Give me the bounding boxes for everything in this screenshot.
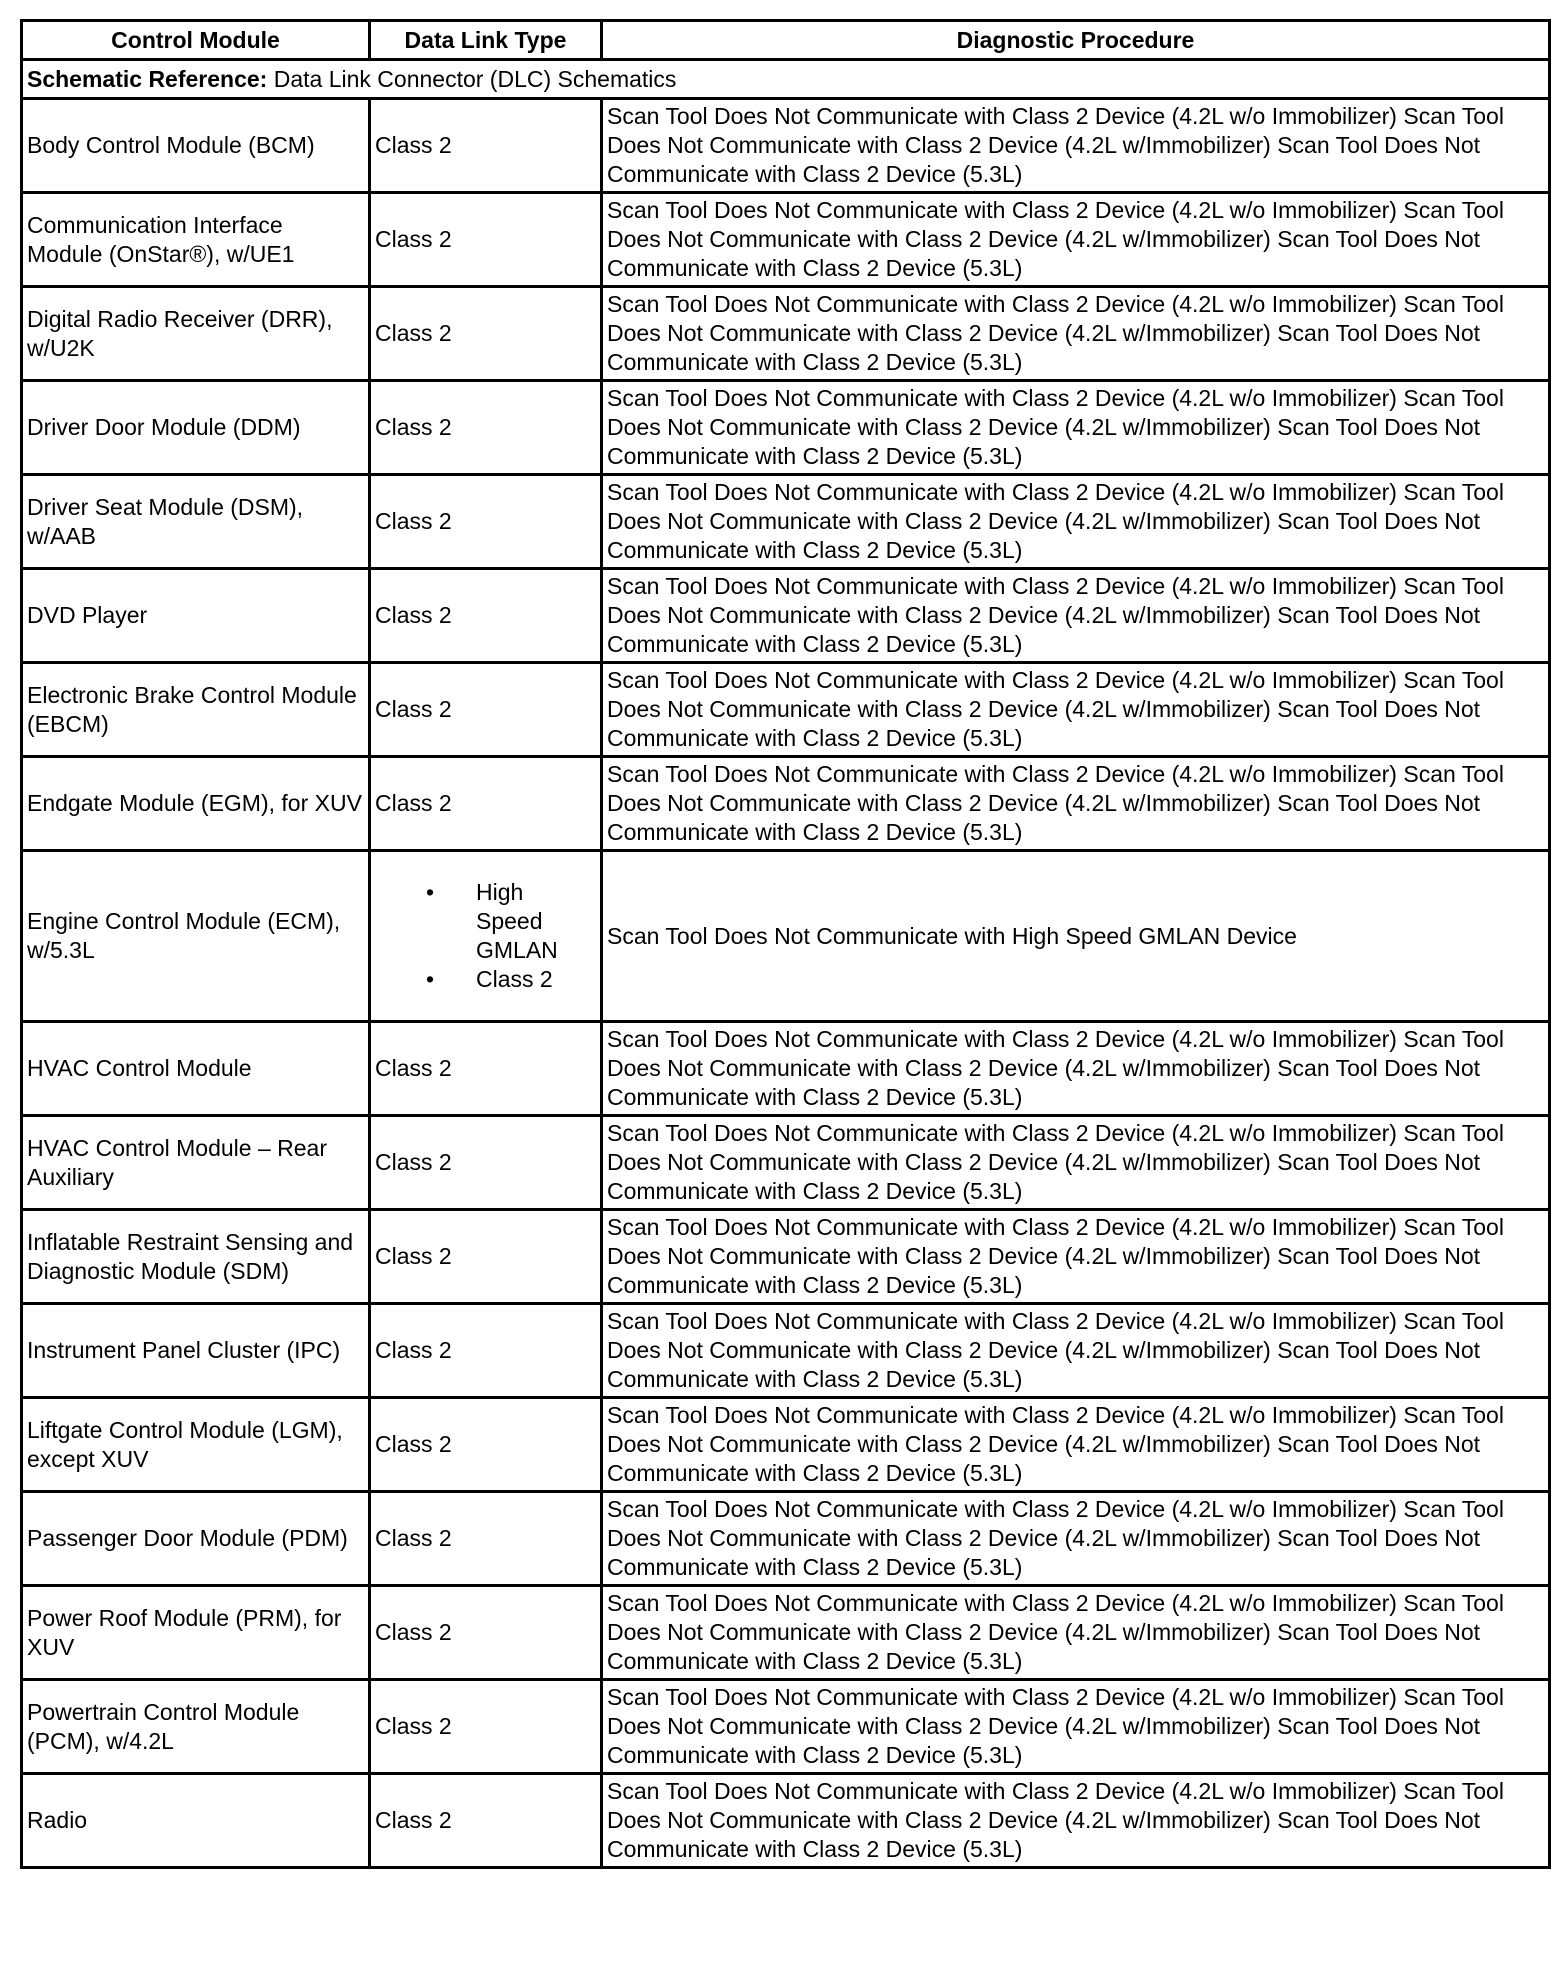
data-link-type-cell: Class 2: [370, 1304, 602, 1398]
control-module-cell: Instrument Panel Cluster (IPC): [22, 1304, 370, 1398]
data-link-type-cell: Class 2: [370, 569, 602, 663]
diagnostic-procedure-link[interactable]: Scan Tool Does Not Communicate with Class 2 Device (4.2L w/o Immobilizer) Scan Tool Does Not Communicate with Class 2 Device (4.2L w/Immobilizer) Scan Tool Does Not Communicate with Class 2 Device (5.3L): [602, 1492, 1550, 1586]
control-module-cell: Radio: [22, 1774, 370, 1868]
data-link-type-cell: Class 2: [370, 381, 602, 475]
schematic-reference-label: Schematic Reference:: [27, 65, 268, 92]
control-module-cell: Engine Control Module (ECM), w/5.3L: [22, 851, 370, 1022]
control-module-cell: Endgate Module (EGM), for XUV: [22, 757, 370, 851]
schematic-reference-row: [22, 60, 1550, 99]
diagnostic-procedure-link[interactable]: Scan Tool Does Not Communicate with Class 2 Device (4.2L w/o Immobilizer) Scan Tool Does Not Communicate with Class 2 Device (4.2L w/Immobilizer) Scan Tool Does Not Communicate with Class 2 Device (5.3L): [602, 99, 1550, 193]
data-link-type-cell: Class 2: [370, 663, 602, 757]
control-module-cell: Power Roof Module (PRM), for XUV: [22, 1586, 370, 1680]
data-link-type-cell: Class 2: [370, 1398, 602, 1492]
data-link-type-cell: [370, 851, 602, 1022]
control-module-cell: Passenger Door Module (PDM): [22, 1492, 370, 1586]
table-header-row: [22, 21, 1550, 60]
diagnostic-procedure-link[interactable]: Scan Tool Does Not Communicate with Class 2 Device (4.2L w/o Immobilizer) Scan Tool Does Not Communicate with Class 2 Device (4.2L w/Immobilizer) Scan Tool Does Not Communicate with Class 2 Device (5.3L): [602, 569, 1550, 663]
table-row: [22, 1022, 1550, 1116]
data-link-type-cell: Class 2: [370, 1680, 602, 1774]
table-row: [22, 475, 1550, 569]
control-module-cell: Inflatable Restraint Sensing and Diagnostic Module (SDM): [22, 1210, 370, 1304]
diagnostic-procedure-link[interactable]: Scan Tool Does Not Communicate with Class 2 Device (4.2L w/o Immobilizer) Scan Tool Does Not Communicate with Class 2 Device (4.2L w/Immobilizer) Scan Tool Does Not Communicate with Class 2 Device (5.3L): [602, 1022, 1550, 1116]
control-module-cell: DVD Player: [22, 569, 370, 663]
table-row: [22, 1774, 1550, 1868]
control-module-cell: Driver Seat Module (DSM), w/AAB: [22, 475, 370, 569]
data-link-type-cell: Class 2: [370, 1210, 602, 1304]
data-link-type-cell: Class 2: [370, 1022, 602, 1116]
diagnostic-procedure-link[interactable]: Scan Tool Does Not Communicate with Class 2 Device (4.2L w/o Immobilizer) Scan Tool Does Not Communicate with Class 2 Device (4.2L w/Immobilizer) Scan Tool Does Not Communicate with Class 2 Device (5.3L): [602, 193, 1550, 287]
control-module-cell: Digital Radio Receiver (DRR), w/U2K: [22, 287, 370, 381]
diagnostic-procedure-link[interactable]: Scan Tool Does Not Communicate with High Speed GMLAN Device: [602, 851, 1550, 1022]
data-link-type-cell: Class 2: [370, 475, 602, 569]
data-link-table: [20, 19, 1551, 1869]
data-link-type-cell: Class 2: [370, 1116, 602, 1210]
data-link-type-cell: Class 2: [370, 1774, 602, 1868]
table-row: [22, 1304, 1550, 1398]
table-row: [22, 1492, 1550, 1586]
data-link-type-cell: Class 2: [370, 1492, 602, 1586]
diagnostic-procedure-link[interactable]: Scan Tool Does Not Communicate with Class 2 Device (4.2L w/o Immobilizer) Scan Tool Does Not Communicate with Class 2 Device (4.2L w/Immobilizer) Scan Tool Does Not Communicate with Class 2 Device (5.3L): [602, 287, 1550, 381]
schematic-reference-link[interactable]: Data Link Connector (DLC) Schematics: [267, 65, 677, 92]
header-data-link-type: Data Link Type: [370, 21, 602, 60]
control-module-cell: Body Control Module (BCM): [22, 99, 370, 193]
diagnostic-procedure-link[interactable]: Scan Tool Does Not Communicate with Class 2 Device (4.2L w/o Immobilizer) Scan Tool Does Not Communicate with Class 2 Device (4.2L w/Immobilizer) Scan Tool Does Not Communicate with Class 2 Device (5.3L): [602, 757, 1550, 851]
table-row: [22, 757, 1550, 851]
table-row: [22, 1398, 1550, 1492]
control-module-cell: Communication Interface Module (OnStar®), w/UE1: [22, 193, 370, 287]
schematic-reference-cell: [22, 60, 1550, 99]
table-row: [22, 851, 1550, 1022]
table-row: [22, 1586, 1550, 1680]
table-row: [22, 1210, 1550, 1304]
diagnostic-procedure-link[interactable]: Scan Tool Does Not Communicate with Class 2 Device (4.2L w/o Immobilizer) Scan Tool Does Not Communicate with Class 2 Device (4.2L w/Immobilizer) Scan Tool Does Not Communicate with Class 2 Device (5.3L): [602, 663, 1550, 757]
data-link-type-item: • Class 2: [476, 965, 596, 994]
control-module-cell: Driver Door Module (DDM): [22, 381, 370, 475]
diagnostic-procedure-link[interactable]: Scan Tool Does Not Communicate with Class 2 Device (4.2L w/o Immobilizer) Scan Tool Does Not Communicate with Class 2 Device (4.2L w/Immobilizer) Scan Tool Does Not Communicate with Class 2 Device (5.3L): [602, 1398, 1550, 1492]
table-row: [22, 1680, 1550, 1774]
data-link-type-cell: Class 2: [370, 193, 602, 287]
diagnostic-procedure-link[interactable]: Scan Tool Does Not Communicate with Class 2 Device (4.2L w/o Immobilizer) Scan Tool Does Not Communicate with Class 2 Device (4.2L w/Immobilizer) Scan Tool Does Not Communicate with Class 2 Device (5.3L): [602, 381, 1550, 475]
control-module-cell: HVAC Control Module: [22, 1022, 370, 1116]
table-row: [22, 1116, 1550, 1210]
table-row: [22, 193, 1550, 287]
data-link-type-cell: Class 2: [370, 99, 602, 193]
control-module-cell: Powertrain Control Module (PCM), w/4.2L: [22, 1680, 370, 1774]
data-link-type-item: • High Speed GMLAN: [476, 878, 596, 965]
control-module-cell: Electronic Brake Control Module (EBCM): [22, 663, 370, 757]
data-link-type-list: [375, 878, 596, 994]
diagnostic-procedure-link[interactable]: Scan Tool Does Not Communicate with Class 2 Device (4.2L w/o Immobilizer) Scan Tool Does Not Communicate with Class 2 Device (4.2L w/Immobilizer) Scan Tool Does Not Communicate with Class 2 Device (5.3L): [602, 475, 1550, 569]
diagnostic-procedure-link[interactable]: Scan Tool Does Not Communicate with Class 2 Device (4.2L w/o Immobilizer) Scan Tool Does Not Communicate with Class 2 Device (4.2L w/Immobilizer) Scan Tool Does Not Communicate with Class 2 Device (5.3L): [602, 1210, 1550, 1304]
data-link-type-cell: Class 2: [370, 757, 602, 851]
header-control-module: Control Module: [22, 21, 370, 60]
table-row: [22, 287, 1550, 381]
table-row: [22, 569, 1550, 663]
diagnostic-procedure-link[interactable]: Scan Tool Does Not Communicate with Class 2 Device (4.2L w/o Immobilizer) Scan Tool Does Not Communicate with Class 2 Device (4.2L w/Immobilizer) Scan Tool Does Not Communicate with Class 2 Device (5.3L): [602, 1304, 1550, 1398]
diagnostic-procedure-link[interactable]: Scan Tool Does Not Communicate with Class 2 Device (4.2L w/o Immobilizer) Scan Tool Does Not Communicate with Class 2 Device (4.2L w/Immobilizer) Scan Tool Does Not Communicate with Class 2 Device (5.3L): [602, 1586, 1550, 1680]
diagnostic-procedure-link[interactable]: Scan Tool Does Not Communicate with Class 2 Device (4.2L w/o Immobilizer) Scan Tool Does Not Communicate with Class 2 Device (4.2L w/Immobilizer) Scan Tool Does Not Communicate with Class 2 Device (5.3L): [602, 1774, 1550, 1868]
table-row: [22, 663, 1550, 757]
diagnostic-procedure-link[interactable]: Scan Tool Does Not Communicate with Class 2 Device (4.2L w/o Immobilizer) Scan Tool Does Not Communicate with Class 2 Device (4.2L w/Immobilizer) Scan Tool Does Not Communicate with Class 2 Device (5.3L): [602, 1116, 1550, 1210]
data-link-type-cell: Class 2: [370, 1586, 602, 1680]
table-row: [22, 99, 1550, 193]
data-link-type-cell: Class 2: [370, 287, 602, 381]
control-module-cell: HVAC Control Module – Rear Auxiliary: [22, 1116, 370, 1210]
diagnostic-procedure-link[interactable]: Scan Tool Does Not Communicate with Class 2 Device (4.2L w/o Immobilizer) Scan Tool Does Not Communicate with Class 2 Device (4.2L w/Immobilizer) Scan Tool Does Not Communicate with Class 2 Device (5.3L): [602, 1680, 1550, 1774]
header-diagnostic-procedure: Diagnostic Procedure: [602, 21, 1550, 60]
table-row: [22, 381, 1550, 475]
control-module-cell: Liftgate Control Module (LGM), except XUV: [22, 1398, 370, 1492]
